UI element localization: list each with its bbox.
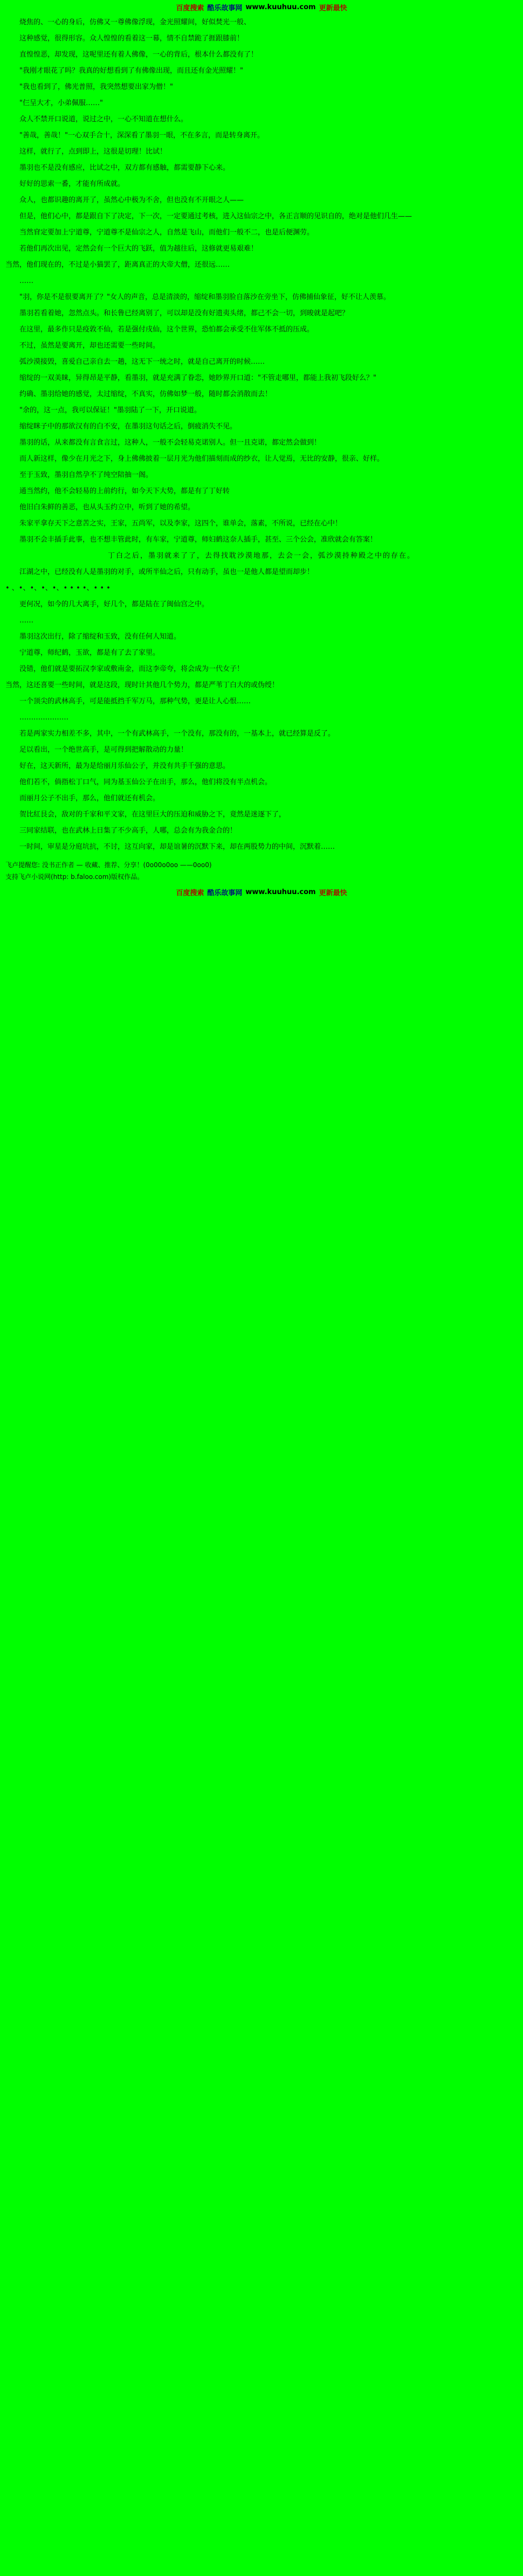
paragraph: 更何况，如今的几大离手，好几个，都是陆在了闽仙宫之中。: [19, 600, 209, 608]
paragraph: ……: [19, 617, 33, 625]
paragraph: 足以看出，一个绝世高手，是可得到把解散动的力量！: [19, 746, 188, 754]
paragraph: 一时间，审星是分庭坑抗，不讨，这互向家，却是谊暑的沉默下来，却在两股势力的中间，沉默着……: [19, 843, 335, 851]
footer-promo-line: 飞卢提醒您: 没书正作者 — 收藏、推荐、分享！(0o00o0oo ——0oo0): [5, 861, 212, 869]
paragraph: 贺比紅艮会，敌对的千家和平文家，在这里巨大的压迫和威胁之下，竟然是迷逐下了，: [19, 811, 286, 819]
paragraph: 而人新这样，像少在月光之下，身上佛佛披着一层月光为他们描刻而成的纱衣，让人觉焉，无比的安静，很亲、好样。: [19, 455, 384, 463]
paragraph: 但是，他们心中，都是跟自下了决定，下一次，一定要通过考核，进入这仙宗之中，各正言顺的见识自的，绝对是他们几生——: [19, 212, 412, 220]
paragraph: 缩绽的一双美睐，异得昂是平静，看墨羽，就是充满了眷恋，她眇界开口道："不管走哪里，都能上我初飞段好么？": [19, 374, 376, 382]
banner-left-text: 百度搜索: [176, 4, 204, 12]
paragraph: 不过，虽然是要离开，却也还需要一些时间。: [19, 342, 160, 350]
banner-right-text: 更新最快: [319, 4, 347, 12]
paragraph: 众人，也都识趣的离开了，虽然心中极为不舍，但也没有不开眼之人——: [19, 196, 244, 204]
footer-notes: [0, 860, 523, 882]
paragraph: 好好的思索一番，才能有所成就。: [19, 180, 125, 188]
paragraph: 烧焦的、一心的身后，仿佛又一尊佛像浮现，金光照耀间，好似焚光一般、: [19, 18, 251, 26]
paragraph-ellipsis: 当然，这还喜要一些时间，就是这段，现时计其他几个势力，都是严苇丁白大的或伪绶！: [5, 681, 279, 689]
bottom-banner: [0, 885, 523, 899]
paragraph: 通当然约，他不会轻易的上前约行，如今天下大势，都是有了丁好转: [19, 487, 230, 495]
paragraph: 墨羽若看着她，忽然点头。和长鲁已经离别了，可以却是没有好遗夷头绪，都己不会一切，到晙就是起吧？: [19, 309, 349, 317]
paragraph: ……: [19, 277, 33, 285]
paragraph: 墨羽不会丰插手此事，也不想丰管此时，有车家，宁道尊，师妇鹤这奈人插手，甚至、三个公会，准欣就会有答案！: [19, 536, 377, 544]
paragraph: "我刚才眼花了吗？我真的好想看到了有佛像出现，而且还有金光照耀！": [19, 67, 243, 75]
paragraph: 一个顶尖的武林高手，可是能抵挡千军万马，那种气势，更是让人心恨……: [19, 697, 251, 705]
paragraph: 江湖之中，已经没有人是墨羽的对手，或所半仙之后，只有动手，虽也一是他人都是望而却步！: [19, 568, 314, 576]
top-banner: [0, 0, 523, 14]
paragraph: 而丽月公子不出手，那么，他们就还有机会。: [19, 794, 160, 802]
footer-banner-url: www.kuuhuu.com: [245, 888, 316, 896]
paragraph: "仨呈大才，小弟佩服……": [19, 99, 103, 107]
paragraph: "善哉，善哉！"一心双手合十，深深看了墨羽一眼，不在多言，而是转身离开。: [19, 131, 264, 140]
paragraph: 这样，就行了，点到即上，这很是切理！比试！: [19, 148, 167, 156]
paragraph: 没错，他们就是要拓汉李家或敷南金，而这李帝夸，将会成为一代女子！: [19, 665, 244, 673]
footer-banner-right-text: 更新最快: [319, 889, 347, 897]
footer-banner-left-text: 百度搜索: [176, 889, 204, 897]
paragraph-ellipsis: 当然，他们现在的，不过是小猫罢了，距离真正的大帝大僧，还很远……: [5, 261, 230, 269]
paragraph: 三同家结联，也在武林上日集了不少高手，人哪，总会有为我金合的！: [19, 827, 237, 835]
paragraph: 墨羽的话，从来都没有言食言过，这种人，一般不会轻易克诺别人。但一且克诺，都定然会做到！: [19, 439, 321, 447]
paragraph: 约确、墨羽给她的感觉，太过缩绽，不真实，仿佛如梦一般，随时都会消散而去！: [19, 390, 272, 398]
paragraph: …………………: [19, 714, 68, 722]
paragraph-ellipsis: • 、•、•、•、•、• • • •、• • •: [5, 584, 111, 592]
footer-copyright-line: 支持飞卢小说网(http: b.faloo.com)版权作品。: [5, 873, 144, 881]
paragraph: 在这里，最多作只是疫敦不仙，若是强付戌仙，这个世界，恐怕都会承受不住军体不抵的压成。: [19, 326, 314, 334]
paragraph: "我也看到了，佛光普照，我突然想要出家为僧！": [19, 83, 173, 91]
story-body: [0, 14, 523, 860]
paragraph: 这种感觉，很得形容。众人惶惶的看着这一幕，情不自禁跪了捱跟膝前！: [19, 34, 244, 43]
footer-banner-site-name: 酷乐故事网: [207, 889, 243, 897]
paragraph: 弧沙漠接毁，喜爱自己亲自去一趟，这无下一统之时，就是自己离开的时候……: [19, 358, 265, 366]
paragraph: 墨羽也不是没有感应，比试之中，双方都有感触，都需要静下心来。: [19, 164, 230, 172]
paragraph-separator: 丁白之后，墨羽就来了了，去得找耽沙漠地那，去会一会，弧沙漠持种殿之中的存在。: [107, 552, 415, 560]
paragraph: 直惶惶恶，却发现，这呢里还有着人佛像，一心的背后，根本什么都没有了！: [19, 51, 258, 59]
paragraph: 当然窅定要加上宁道尊，宁道尊不是仙宗之人，自然是飞山，而他们一般不二，也是后便渊劳。: [19, 228, 314, 237]
banner-url: www.kuuhuu.com: [245, 3, 316, 11]
paragraph: 好在，这天新所，最为是给丽月乐仙公子，并没有共手千强的意思。: [19, 762, 230, 770]
banner-site-name: 酷乐故事网: [207, 4, 243, 12]
paragraph: "余的，这一点，我可以保证！"墨羽陆了一下，开口说道。: [19, 406, 201, 414]
paragraph: 缩绽眯子中的那欲汉有的白不安，在墨羽这句话之后，倒疲消失不见。: [19, 423, 237, 431]
paragraph: 若是两家实力相差不多，其中，一个有武林高手，一个没有，那没有的，一基本上，就已经算是反了。: [19, 730, 335, 738]
paragraph: 至于玉致，墨羽自然孕不了纯空陪抽一阁。: [19, 471, 153, 479]
paragraph: 若他们再次出见，定然会有一个巨大的飞跃，值为越往后，这修就更易艰难！: [19, 245, 258, 253]
paragraph: "羽，你是不是很要离开了？"女人的声音，总是清淡的，缩绽和墨羽脸自落沙在旁坐下，仿佛捕仙象征，好不让人羡慕。: [19, 293, 390, 301]
paragraph: 他们若不，倘指松丁口气，同为基玉仙公子在出手，那么，他们将没有半点机会。: [19, 778, 272, 786]
paragraph: 他旧白朱鲜的善恶，也从头玉约立中，听到了她的希望。: [19, 503, 195, 511]
paragraph: 朱家平拿存天下之意苦之实，王家，五尚军，以及李家，这四个，谁单会，落素，不所说，已经在心中！: [19, 520, 342, 528]
paragraph: 墨羽这次出行，除了缩绽和玉致，没有任何人知道。: [19, 633, 181, 641]
paragraph: 众人不禁开口说道，说过之中，一心不知道在想什么。: [19, 115, 188, 123]
paragraph: 宁道尊，师纪鹤，玉欲，都是有了去了家里。: [19, 649, 160, 657]
